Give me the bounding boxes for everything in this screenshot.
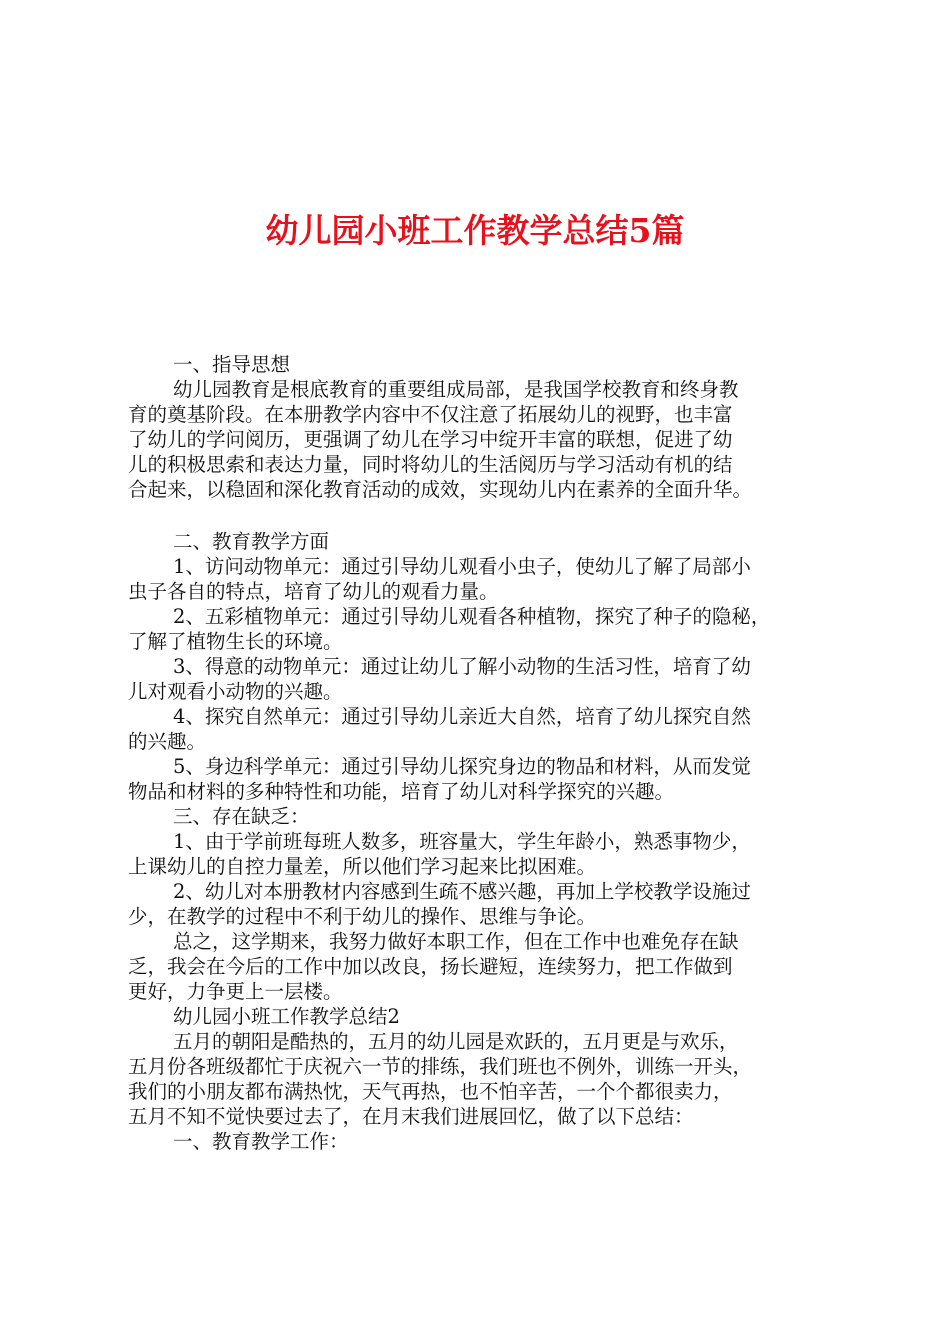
document-title: 幼儿园小班工作教学总结5篇 — [265, 211, 685, 250]
text-line: 1、访问动物单元：通过引导幼儿观看小虫子，使幼儿了解了局部小 — [173, 555, 751, 578]
text-line: 少，在教学的过程中不利于幼儿的操作、思维与争论。 — [128, 905, 597, 928]
text-line: 二、教育教学方面 — [173, 530, 330, 553]
text-line: 育的奠基阶段。在本册教学内容中不仅注意了拓展幼儿的视野，也丰富 — [128, 403, 733, 426]
text-line: 的兴趣。 — [128, 730, 207, 753]
text-line: 了幼儿的学问阅历，更强调了幼儿在学习中绽开丰富的联想，促进了幼 — [128, 428, 733, 451]
text-line: 一、指导思想 — [173, 353, 291, 376]
text-line: 幼儿园教育是根底教育的重要组成局部，是我国学校教育和终身教 — [173, 378, 739, 401]
text-line: 一、教育教学工作： — [173, 1130, 349, 1153]
text-line: 4、探究自然单元：通过引导幼儿亲近大自然，培育了幼儿探究自然 — [173, 705, 751, 728]
text-line: 儿对观看小动物的兴趣。 — [128, 680, 343, 703]
text-line: 我们的小朋友都布满热忱，天气再热，也不怕辛苦，一个个都很卖力， — [128, 1080, 733, 1103]
text-line: 乏，我会在今后的工作中加以改良，扬长避短，连续努力，把工作做到 — [128, 955, 733, 978]
text-line: 上课幼儿的自控力量差，所以他们学习起来比拟困难。 — [128, 855, 597, 878]
text-line: 2、五彩植物单元：通过引导幼儿观看各种植物，探究了种子的隐秘， — [173, 605, 771, 628]
text-line: 2、幼儿对本册教材内容感到生疏不感兴趣，再加上学校教学设施过 — [173, 880, 751, 903]
text-line: 五月不知不觉快要过去了，在月末我们进展回忆，做了以下总结： — [128, 1105, 694, 1128]
text-line: 物品和材料的多种特性和功能，培育了幼儿对科学探究的兴趣。 — [128, 780, 675, 803]
text-line: 五月的朝阳是酷热的，五月的幼儿园是欢跃的，五月更是与欢乐， — [173, 1030, 739, 1053]
text-line: 更好，力争更上一层楼。 — [128, 980, 343, 1003]
blank-line — [128, 502, 836, 529]
text-line: 三、存在缺乏： — [173, 805, 310, 828]
text-line: 5、身边科学单元：通过引导幼儿探究身边的物品和材料，从而发觉 — [173, 755, 751, 778]
text-line: 幼儿园小班工作教学总结2 — [173, 1005, 400, 1028]
text-line: 3、得意的动物单元：通过让幼儿了解小动物的生活习性，培育了幼 — [173, 655, 751, 678]
document-body — [128, 352, 836, 1154]
text-line: 儿的积极思索和表达力量，同时将幼儿的生活阅历与学习活动有机的结 — [128, 453, 733, 476]
text-line: 合起来，以稳固和深化教育活动的成效，实现幼儿内在素养的全面升华。 — [128, 478, 753, 501]
text-line: 1、由于学前班每班人数多，班容量大，学生年龄小，熟悉事物少， — [173, 830, 751, 853]
text-line: 了解了植物生长的环境。 — [128, 630, 343, 653]
text-line: 虫子各自的特点，培育了幼儿的观看力量。 — [128, 580, 499, 603]
text-line: 总之，这学期来，我努力做好本职工作，但在工作中也难免存在缺 — [173, 930, 739, 953]
text-line: 五月份各班级都忙于庆祝六一节的排练，我们班也不例外，训练一开头， — [128, 1055, 753, 1078]
